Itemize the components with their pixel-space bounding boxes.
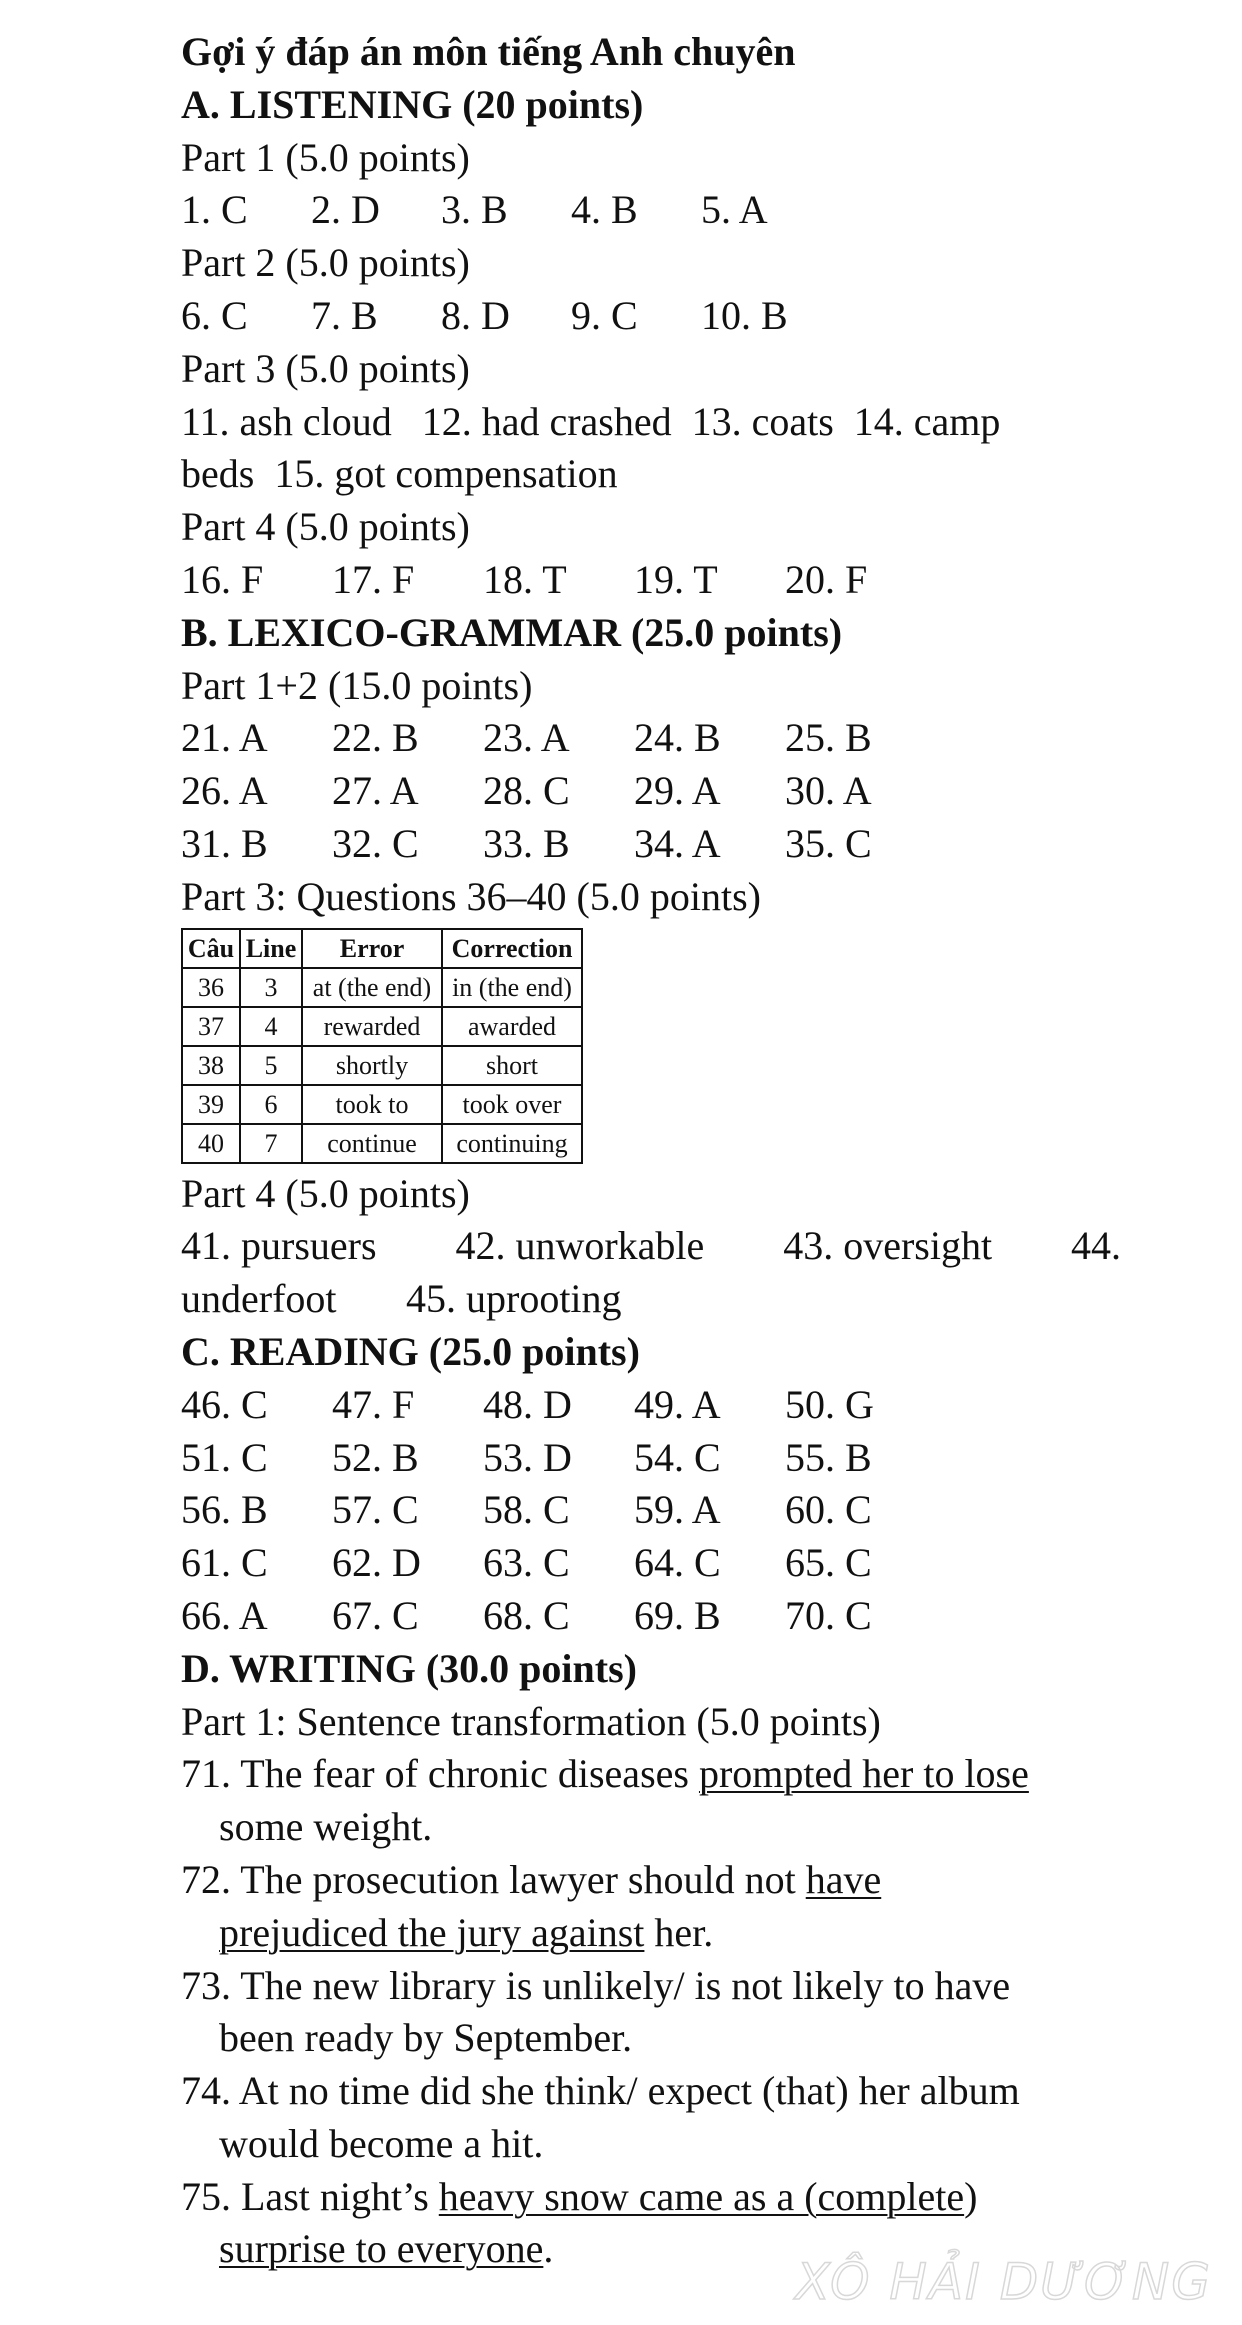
answer: 46. C	[181, 1381, 268, 1427]
listening-part3-line2: beds 15. got compensation	[181, 451, 618, 497]
q72-text: 72. The prosecution lawyer should not	[181, 1856, 806, 1902]
answer: 30. A	[785, 768, 872, 814]
listening-part2-label: Part 2 (5.0 points)	[181, 240, 470, 286]
answer: 19. T	[634, 556, 718, 602]
answer: 25. B	[785, 715, 872, 761]
answer: 65. C	[785, 1540, 872, 1586]
q75-underlined-1: heavy snow came as a (complete	[438, 2173, 965, 2219]
q75-line1	[181, 2171, 1191, 2224]
cell: rewarded	[302, 1007, 442, 1046]
lexico-row-2	[181, 765, 1191, 818]
answer: 1. C	[181, 187, 248, 233]
col-header: Câu	[182, 929, 240, 968]
answer: 69. B	[634, 1592, 721, 1638]
cell: shortly	[302, 1046, 442, 1085]
answer: 57. C	[332, 1487, 419, 1533]
table-header-row	[182, 929, 582, 968]
answer: 67. C	[332, 1592, 419, 1638]
q71-text: 71. The fear of chronic diseases	[181, 1751, 699, 1797]
q71-underlined: prompted her to lose	[698, 1751, 1029, 1797]
answer: 55. B	[785, 1434, 872, 1480]
lexico-row-3	[181, 818, 1191, 871]
reading-heading: C. READING (25.0 points)	[181, 1328, 640, 1374]
q74-line2: would become a hit.	[219, 2120, 544, 2166]
listening-heading: A. LISTENING (20 points)	[181, 81, 644, 127]
lexico-part4-line2	[181, 1273, 1191, 1326]
reading-row-4	[181, 1537, 1191, 1590]
cell: 6	[240, 1085, 302, 1124]
answer: 28. C	[483, 768, 570, 814]
answer: 70. C	[785, 1592, 872, 1638]
answer: 56. B	[181, 1487, 268, 1533]
cell: 38	[182, 1046, 240, 1085]
answer: 61. C	[181, 1540, 268, 1586]
answer: 34. A	[634, 820, 721, 866]
answer: 4. B	[571, 187, 638, 233]
answer: 66. A	[181, 1592, 268, 1638]
cell: 36	[182, 968, 240, 1007]
col-header: Error	[302, 929, 442, 968]
writing-part1-label: Part 1: Sentence transformation (5.0 points)	[181, 1698, 881, 1744]
answer: 23. A	[483, 715, 570, 761]
answer: 49. A	[634, 1381, 721, 1427]
answer: 52. B	[332, 1434, 419, 1480]
q75-text: 75. Last night’s	[181, 2173, 439, 2219]
answer: 53. D	[483, 1434, 572, 1480]
listening-part1-answers	[181, 184, 1191, 237]
answer: 3. B	[441, 187, 508, 233]
lexico-heading: B. LEXICO-GRAMMAR (25.0 points)	[181, 609, 843, 655]
table-row	[182, 1085, 582, 1124]
table-row	[182, 1007, 582, 1046]
listening-part3-line1: 11. ash cloud 12. had crashed 13. coats 14. camp	[181, 398, 1001, 444]
answer: 6. C	[181, 292, 248, 338]
cell: 3	[240, 968, 302, 1007]
answer: 16. F	[181, 556, 264, 602]
writing-heading: D. WRITING (30.0 points)	[181, 1645, 637, 1691]
listening-part1-label: Part 1 (5.0 points)	[181, 134, 470, 180]
answer: 27. A	[332, 768, 419, 814]
answer: 43. oversight	[783, 1223, 993, 1269]
cell: in (the end)	[442, 968, 582, 1007]
q72-line2	[181, 1907, 1191, 1960]
lexico-row-1	[181, 712, 1191, 765]
col-header: Line	[240, 929, 302, 968]
q73-line1: 73. The new library is unlikely/ is not likely to have	[181, 1962, 1011, 2008]
answer: 8. D	[441, 292, 510, 338]
answer: 60. C	[785, 1487, 872, 1533]
answer: 5. A	[701, 187, 768, 233]
answer: 50. G	[785, 1381, 874, 1427]
reading-row-5	[181, 1590, 1191, 1643]
answer: 45. uprooting	[406, 1276, 622, 1322]
q71-line1	[181, 1748, 1191, 1801]
cell: continue	[302, 1124, 442, 1163]
cell: 37	[182, 1007, 240, 1046]
q73-line2: been ready by September.	[219, 2015, 633, 2061]
reading-row-1	[181, 1379, 1191, 1432]
answer: 62. D	[332, 1540, 421, 1586]
q74-line1: 74. At no time did she think/ expect (that) her album	[181, 2068, 1020, 2114]
lexico-part4-label: Part 4 (5.0 points)	[181, 1170, 470, 1216]
q72-line1	[181, 1854, 1191, 1907]
answer: 24. B	[634, 715, 721, 761]
cell: short	[442, 1046, 582, 1085]
cell: continuing	[442, 1124, 582, 1163]
answer: 9. C	[571, 292, 638, 338]
reading-row-3	[181, 1484, 1191, 1537]
watermark-logo: XÔ HẢI DƯƠNG	[795, 2253, 1212, 2311]
q72-end: her.	[644, 1909, 714, 1955]
answer: 58. C	[483, 1487, 570, 1533]
cell: 7	[240, 1124, 302, 1163]
cell: took over	[442, 1085, 582, 1124]
listening-part4-answers	[181, 554, 1191, 607]
answer: 33. B	[483, 820, 570, 866]
reading-row-2	[181, 1432, 1191, 1485]
cell: 40	[182, 1124, 240, 1163]
q71-line2: some weight.	[219, 1804, 433, 1850]
answer: 31. B	[181, 820, 268, 866]
answer: 44.	[1071, 1223, 1121, 1269]
answer: 68. C	[483, 1592, 570, 1638]
q75-end: .	[543, 2226, 554, 2272]
answer: 21. A	[181, 715, 268, 761]
cell: 5	[240, 1046, 302, 1085]
answer: 10. B	[701, 292, 788, 338]
answer: 48. D	[483, 1381, 572, 1427]
answer: 26. A	[181, 768, 268, 814]
answer: 17. F	[332, 556, 415, 602]
answer: 7. B	[311, 292, 378, 338]
answer: 2. D	[311, 187, 380, 233]
answer: 41. pursuers	[181, 1223, 377, 1269]
answer: 29. A	[634, 768, 721, 814]
document-title: Gợi ý đáp án môn tiếng Anh chuyên	[181, 29, 796, 74]
answer: 32. C	[332, 820, 419, 866]
answer: underfoot	[181, 1276, 337, 1322]
q72-underlined-1: have	[805, 1856, 882, 1902]
error-correction-table	[181, 928, 583, 1164]
answer: 42. unworkable	[455, 1223, 705, 1269]
lexico-part12-label: Part 1+2 (15.0 points)	[181, 662, 533, 708]
listening-part2-answers	[181, 290, 1191, 343]
answer: 51. C	[181, 1434, 268, 1480]
answer: 22. B	[332, 715, 419, 761]
q75-paren: )	[964, 2173, 978, 2219]
cell: took to	[302, 1085, 442, 1124]
answer: 54. C	[634, 1434, 721, 1480]
cell: at (the end)	[302, 968, 442, 1007]
answer: 47. F	[332, 1381, 415, 1427]
cell: awarded	[442, 1007, 582, 1046]
answer: 35. C	[785, 820, 872, 866]
q75-underlined-2: surprise to everyone	[219, 2226, 544, 2272]
answer: 20. F	[785, 556, 868, 602]
answer-key-document	[181, 26, 1191, 2276]
cell: 4	[240, 1007, 302, 1046]
listening-part3-label: Part 3 (5.0 points)	[181, 345, 470, 391]
answer: 64. C	[634, 1540, 721, 1586]
answer: 59. A	[634, 1487, 721, 1533]
answer: 18. T	[483, 556, 567, 602]
q72-underlined-2: prejudiced the jury against	[219, 1909, 645, 1955]
lexico-part4-line1	[181, 1220, 1121, 1273]
table-row	[182, 1124, 582, 1163]
cell: 39	[182, 1085, 240, 1124]
listening-part4-label: Part 4 (5.0 points)	[181, 504, 470, 550]
col-header: Correction	[442, 929, 582, 968]
lexico-part3-label: Part 3: Questions 36–40 (5.0 points)	[181, 873, 761, 919]
answer: 63. C	[483, 1540, 570, 1586]
table-row	[182, 1046, 582, 1085]
table-row	[182, 968, 582, 1007]
